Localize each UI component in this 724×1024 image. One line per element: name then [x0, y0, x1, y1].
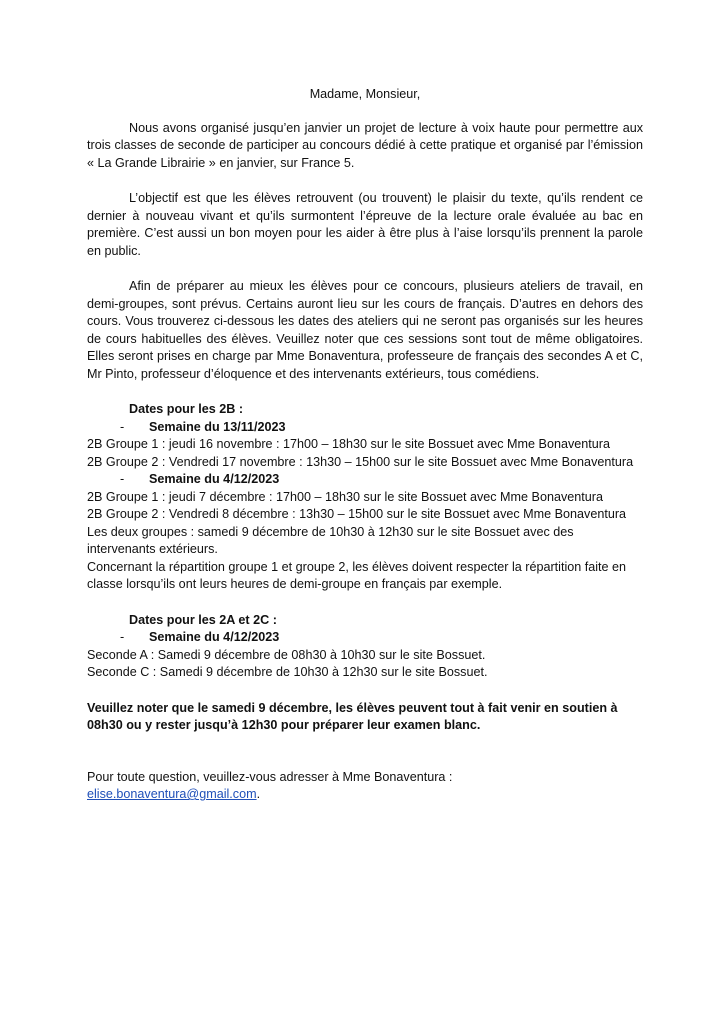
- schedule-line: Les deux groupes : samedi 9 décembre de 10h30 à 12h30 sur le site Bossuet avec des intervenants extérieurs.: [87, 524, 574, 556]
- spacer: [87, 682, 643, 700]
- list-dash: -: [120, 419, 125, 434]
- schedule-line: Concernant la répartition groupe 1 et groupe 2, les élèves doivent respecter la répartition faite en classe lorsqu’ils ont leurs heures de demi-groupe en français par exemple.: [87, 559, 627, 591]
- important-note: Veuillez noter que le samedi 9 décembre, les élèves peuvent tout à fait venir en soutien à 08h30 ou y rester jusqu’à 12h30 pour préparer leur examen blanc.: [87, 700, 618, 732]
- trailing-period: .: [256, 787, 261, 801]
- letter-page: [87, 86, 643, 804]
- email-link[interactable]: elise.bonaventura@gmail.com: [87, 787, 257, 801]
- schedule-line: Seconde A : Samedi 9 décembre de 08h30 à 10h30 sur le site Bossuet.: [87, 647, 486, 662]
- paragraph-intro: Nous avons organisé jusqu’en janvier un projet de lecture à voix haute pour permettre aux trois classes de seconde de participer au concours dédié à cette pratique et organisé par l’émission « La Grande Librairie » en janvier, sur France 5.: [87, 120, 643, 170]
- section-title-2b: Dates pour les 2B :: [129, 402, 244, 416]
- spacer: [87, 735, 643, 769]
- schedule-line: 2B Groupe 1 : jeudi 7 décembre : 17h00 – 18h30 sur le site Bossuet avec Mme Bonaventura: [87, 489, 603, 504]
- salutation: Madame, Monsieur,: [309, 87, 421, 101]
- week-heading: [120, 471, 643, 489]
- week-heading: [120, 629, 643, 647]
- paragraph-workshops: Afin de préparer au mieux les élèves pour ce concours, plusieurs ateliers de travail, en demi-groupes, sont prévus. Certains auront lieu sur les cours de français. D’autres en dehors des cours. Vous trouverez ci-dessous les dates des ateliers qui ne seront pas organisés sur les heures de cours habituelles des élèves. Veuillez noter que ces sessions sont tout de même obligatoires. Elles seront prises en charge par Mme Bonaventura, professeure de français des secondes A et C, Mr Pinto, professeur d’éloquence et des intervenants extérieurs, tous comédiens.: [87, 279, 643, 381]
- week-label: Semaine du 4/12/2023: [149, 472, 280, 486]
- spacer: [87, 594, 643, 612]
- list-dash: -: [120, 472, 125, 486]
- schedule-line: 2B Groupe 1 : jeudi 16 novembre : 17h00 – 18h30 sur le site Bossuet avec Mme Bonaventura: [87, 437, 610, 451]
- schedule-2b: [87, 401, 643, 594]
- list-dash: -: [120, 630, 125, 644]
- schedule-line: 2B Groupe 2 : Vendredi 8 décembre : 13h30 – 15h00 sur le site Bossuet avec Mme Bonaventura: [87, 507, 627, 521]
- week-heading: [120, 419, 643, 437]
- contact-text: Pour toute question, veuillez-vous adresser à Mme Bonaventura :: [87, 769, 453, 784]
- section-title-2a-2c: Dates pour les 2A et 2C :: [129, 612, 277, 627]
- schedule-2a-2c: [87, 612, 643, 682]
- week-label: Semaine du 4/12/2023: [149, 630, 280, 644]
- paragraph-objective: L’objectif est que les élèves retrouvent (ou trouvent) le plaisir du texte, qu’ils rendent ce dernier à nouveau vivant et qu’ils surmontent l’épreuve de la lecture orale évaluée au bac en première. C’est aussi un bon moyen pour les aider à être plus à l’aise lorsqu’ils prennent la parole en public.: [87, 191, 643, 258]
- schedule-line: 2B Groupe 2 : Vendredi 17 novembre : 13h30 – 15h00 sur le site Bossuet avec Mme Bonaventura: [87, 454, 634, 469]
- contact-line: [87, 786, 643, 804]
- schedule-line: Seconde C : Samedi 9 décembre de 10h30 à 12h30 sur le site Bossuet.: [87, 665, 488, 679]
- week-label: Semaine du 13/11/2023: [149, 419, 286, 434]
